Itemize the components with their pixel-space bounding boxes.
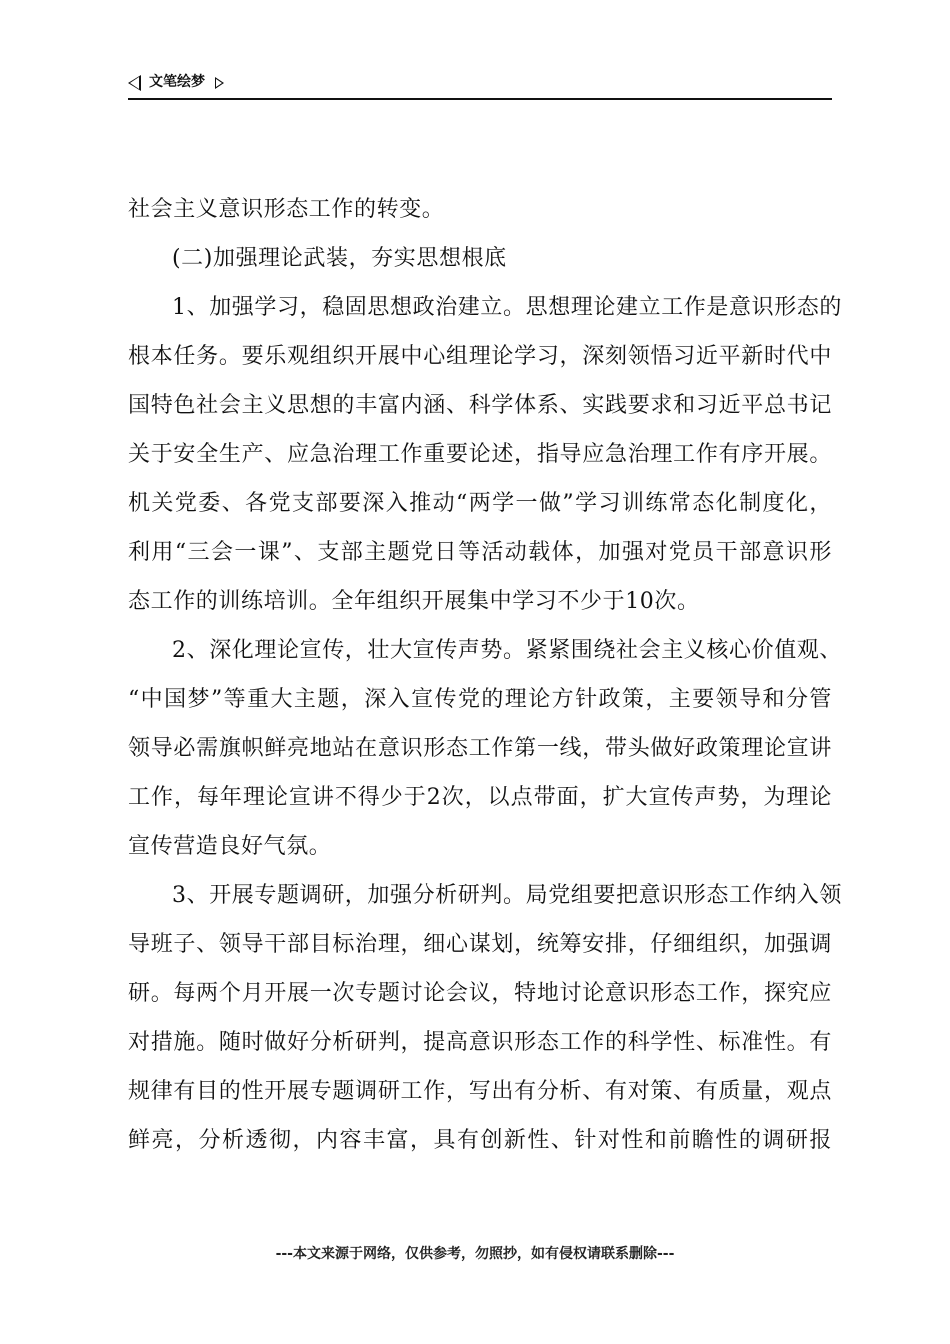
page-header — [128, 72, 832, 100]
left-triangle-icon — [128, 75, 141, 91]
paragraph-line: 机关党委、各党支部要深入推动“两学一做”学习训练常态化制度化， — [128, 491, 832, 516]
paragraph-line: “中国梦”等重大主题，深入宣传党的理论方针政策，主要领导和分管 — [128, 687, 832, 712]
paragraph-line: 领导必需旗帜鲜亮地站在意识形态工作第一线，带头做好政策理论宣讲 — [128, 736, 832, 761]
paragraph-line: 1、加强学习，稳固思想政治建立。思想理论建立工作是意识形态的 — [172, 295, 842, 320]
paragraph-line: 规律有目的性开展专题调研工作，写出有分析、有对策、有质量，观点 — [128, 1079, 832, 1104]
paragraph-line: 态工作的训练培训。全年组织开展集中学习不少于10次。 — [128, 589, 700, 614]
paragraph-line: 根本任务。要乐观组织开展中心组理论学习，深刻领悟习近平新时代中 — [128, 344, 832, 369]
paragraph-line: 国特色社会主义思想的丰富内涵、科学体系、实践要求和习近平总书记 — [128, 393, 832, 418]
paragraph-line: 导班子、领导干部目标治理，细心谋划，统筹安排，仔细组织，加强调 — [128, 932, 832, 957]
paragraph-line: 鲜亮，分析透彻，内容丰富，具有创新性、针对性和前瞻性的调研报 — [128, 1128, 832, 1153]
paragraph-line: 对措施。随时做好分析研判，提高意识形态工作的科学性、标准性。有 — [128, 1030, 832, 1055]
paragraph-line: 研。每两个月开展一次专题讨论会议，特地讨论意识形态工作，探究应 — [128, 981, 832, 1006]
paragraph-line: 工作，每年理论宣讲不得少于2次，以点带面，扩大宣传声势，为理论 — [128, 785, 832, 810]
paragraph-line: 3、开展专题调研，加强分析研判。局党组要把意识形态工作纳入领 — [172, 883, 842, 908]
paragraph-line: 2、深化理论宣传，壮大宣传声势。紧紧围绕社会主义核心价值观、 — [172, 638, 842, 663]
right-triangle-icon — [215, 77, 224, 89]
section-heading: (二)加强理论武装，夯实思想根底 — [172, 246, 507, 271]
paragraph-line: 社会主义意识形态工作的转变。 — [128, 197, 445, 222]
paragraph-line: 利用“三会一课”、支部主题党日等活动载体，加强对党员干部意识形 — [128, 540, 832, 565]
paragraph-line: 关于安全生产、应急治理工作重要论述，指导应急治理工作有序开展。 — [128, 442, 832, 467]
paragraph-line: 宣传营造良好气氛。 — [128, 834, 332, 859]
footer-notice: ---本文来源于网络，仅供参考，勿照抄，如有侵权请联系删除--- — [275, 1246, 675, 1262]
document-body — [128, 185, 842, 1165]
header-brand: 文笔绘梦 — [149, 74, 205, 90]
